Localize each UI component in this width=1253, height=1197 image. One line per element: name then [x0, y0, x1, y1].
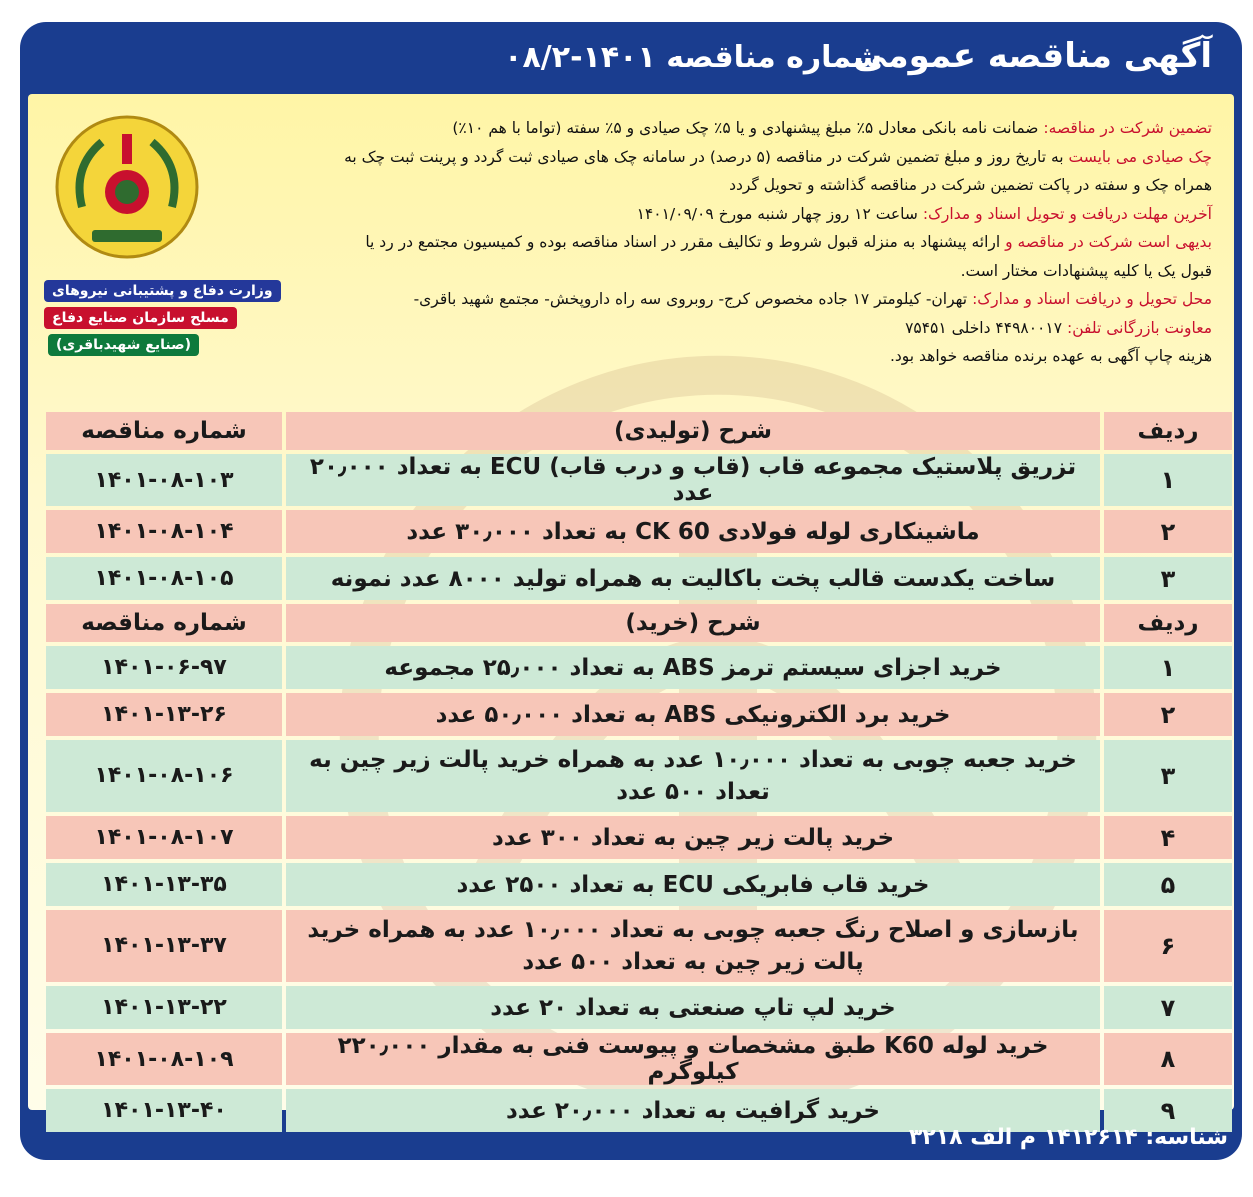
row-tender-code: ۱۴۰۱-۰۸-۱۰۶	[46, 740, 282, 812]
production-section	[46, 412, 1232, 600]
row-description: ساخت یکدست قالب پخت باکالیت به همراه تولید ۸۰۰۰ عدد نمونه	[286, 557, 1100, 600]
location-text: تهران- کیلومتر ۱۷ جاده مخصوص کرج- روبروی سه راه داروپخش- مجتمع شهید باقری-	[413, 290, 973, 308]
content-area	[28, 94, 1234, 1125]
header-row-cell: ردیف	[1104, 412, 1232, 450]
row-number: ۳	[1104, 740, 1232, 812]
row-description: خرید برد الکترونیکی ABS به تعداد ۵۰٫۰۰۰ عدد	[286, 693, 1100, 736]
row-description: بازسازی و اصلاح رنگ جعبه چوبی به تعداد ۱۰٫۰۰۰ عدد به همراه خرید پالت زیر چین به تعداد ۵۰۰ عدد	[286, 910, 1100, 982]
tender-conditions	[332, 114, 1212, 371]
row-description: خرید پالت زیر چین به تعداد ۳۰۰ عدد	[286, 816, 1100, 859]
page-title: آگهی مناقصه عمومی	[853, 36, 1212, 76]
table-row	[46, 646, 1232, 689]
cheque-text: به تاریخ روز و مبلغ تضمین شرکت در مناقصه (۵ درصد) در سامانه چک های صیادی ثبت گردد و پرینت ثبت چک به همراه چک و سفته در پاکت تضمین شرکت در مناقصه گذاشته و تحویل گردد	[344, 147, 1212, 194]
row-number: ۱	[1104, 454, 1232, 506]
row-description: تزریق پلاستیک مجموعه قاب (قاب و درب قاب) ECU به تعداد ۲۰٫۰۰۰ عدد	[286, 454, 1100, 506]
obvious-paragraph	[332, 228, 1212, 285]
tender-table	[42, 408, 1236, 1136]
guarantee-text: ضمانت نامه بانکی معادل ۵٪ مبلغ پیشنهادی و یا ۵٪ چک صیادی و ۵٪ سفته (تواما با هم ۱۰٪)	[452, 119, 1044, 137]
table-row	[46, 693, 1232, 736]
row-tender-code: ۱۴۰۱-۱۳-۲۲	[46, 986, 282, 1029]
row-tender-code: ۱۴۰۱-۱۳-۲۶	[46, 693, 282, 736]
row-tender-code: ۱۴۰۱-۰۸-۱۰۹	[46, 1033, 282, 1085]
header-bar	[20, 22, 1242, 94]
phone-text: ۴۴۹۸۰۰۱۷ داخلی ۷۵۴۵۱	[905, 318, 1067, 337]
footer-id: شناسه: ۱۴۱۲۶۱۴ م الف ۳۲۱۸	[908, 1125, 1228, 1150]
table-row	[46, 863, 1232, 906]
deadline-label: آخرین مهلت دریافت و تحویل اسناد و مدارک:	[922, 204, 1212, 223]
row-tender-code: ۱۴۰۱-۱۳-۳۵	[46, 863, 282, 906]
row-tender-code: ۱۴۰۱-۰۶-۹۷	[46, 646, 282, 689]
header-code-cell: شماره مناقصه	[46, 604, 282, 642]
location-paragraph	[332, 285, 1212, 314]
row-description: خرید گرافیت به تعداد ۲۰٫۰۰۰ عدد	[286, 1089, 1100, 1132]
row-number: ۷	[1104, 986, 1232, 1029]
row-number: ۸	[1104, 1033, 1232, 1085]
table-row	[46, 557, 1232, 600]
row-number: ۵	[1104, 863, 1232, 906]
cost-paragraph: هزینه چاپ آگهی به عهده برنده مناقصه خواهد بود.	[889, 347, 1212, 365]
header-row-cell: ردیف	[1104, 604, 1232, 642]
row-tender-code: ۱۴۰۱-۰۸-۱۰۵	[46, 557, 282, 600]
row-description: خرید قاب فابریکی ECU به تعداد ۲۵۰۰ عدد	[286, 863, 1100, 906]
obvious-text: ارائه پیشنهاد به منزله قبول شروط و تکالیف مقرر در اسناد مناقصه بوده و کمیسیون مجتمع در رد یا قبول یک یا کلیه پیشنهادات مختار است.	[365, 233, 1212, 280]
production-header-row	[46, 412, 1232, 450]
row-number: ۲	[1104, 510, 1232, 553]
deadline-text: ساعت ۱۲ روز چهار شنبه مورخ ۱۴۰۱/۰۹/۰۹	[636, 204, 923, 223]
cheque-label: چک صیادی می بایست	[1068, 147, 1212, 166]
org-line-1: وزارت دفاع و پشتیبانی نیروهای	[44, 280, 281, 302]
table-row	[46, 510, 1232, 553]
table-row	[46, 910, 1232, 982]
row-number: ۳	[1104, 557, 1232, 600]
row-description: خرید لپ تاپ صنعتی به تعداد ۲۰ عدد	[286, 986, 1100, 1029]
production-header-cell: شرح (تولیدی)	[286, 412, 1100, 450]
row-tender-code: ۱۴۰۱-۰۸-۱۰۳	[46, 454, 282, 506]
row-number: ۴	[1104, 816, 1232, 859]
guarantee-label: تضمین شرکت در مناقصه:	[1043, 119, 1212, 137]
org-line-2: مسلح سازمان صنایع دفاع	[44, 307, 237, 329]
table-row	[46, 454, 1232, 506]
tender-number-title: شماره مناقصه ۱۴۰۱-۰۸/۲	[504, 40, 882, 75]
row-number: ۲	[1104, 693, 1232, 736]
purchase-header-row	[46, 604, 1232, 642]
table-row	[46, 986, 1232, 1029]
purchase-header-cell: شرح (خرید)	[286, 604, 1100, 642]
row-number: ۹	[1104, 1089, 1232, 1132]
row-description: خرید اجزای سیستم ترمز ABS به تعداد ۲۵٫۰۰۰ مجموعه	[286, 646, 1100, 689]
row-number: ۱	[1104, 646, 1232, 689]
table-row	[46, 740, 1232, 812]
row-description: ماشینکاری لوله فولادی CK 60 به تعداد ۳۰٫۰۰۰ عدد	[286, 510, 1100, 553]
cheque-paragraph	[332, 143, 1212, 200]
row-tender-code: ۱۴۰۱-۰۸-۱۰۷	[46, 816, 282, 859]
purchase-section	[46, 604, 1232, 1132]
ministry-emblem-icon	[52, 112, 202, 262]
table-row	[46, 1033, 1232, 1085]
header-code-cell: شماره مناقصه	[46, 412, 282, 450]
row-number: ۶	[1104, 910, 1232, 982]
org-line-3: (صنایع شهیدباقری)	[48, 334, 199, 356]
row-tender-code: ۱۴۰۱-۱۳-۳۷	[46, 910, 282, 982]
announcement-frame	[20, 22, 1242, 1160]
row-description: خرید لوله K60 طبق مشخصات و پیوست فنی به مقدار ۲۲۰٫۰۰۰ کیلوگرم	[286, 1033, 1100, 1085]
deadline-paragraph	[332, 200, 1212, 229]
row-tender-code: ۱۴۰۱-۱۳-۴۰	[46, 1089, 282, 1132]
row-description: خرید جعبه چوبی به تعداد ۱۰٫۰۰۰ عدد به همراه خرید پالت زیر چین به تعداد ۵۰۰ عدد	[286, 740, 1100, 812]
row-tender-code: ۱۴۰۱-۰۸-۱۰۴	[46, 510, 282, 553]
obvious-label: بدیهی است شرکت در مناقصه و	[1005, 233, 1212, 251]
table-row	[46, 816, 1232, 859]
location-label: محل تحویل و دریافت اسناد و مدارک:	[972, 290, 1212, 308]
phone-label: معاونت بازرگانی تلفن:	[1066, 318, 1212, 337]
phone-paragraph	[332, 314, 1212, 343]
guarantee-paragraph	[332, 114, 1212, 143]
